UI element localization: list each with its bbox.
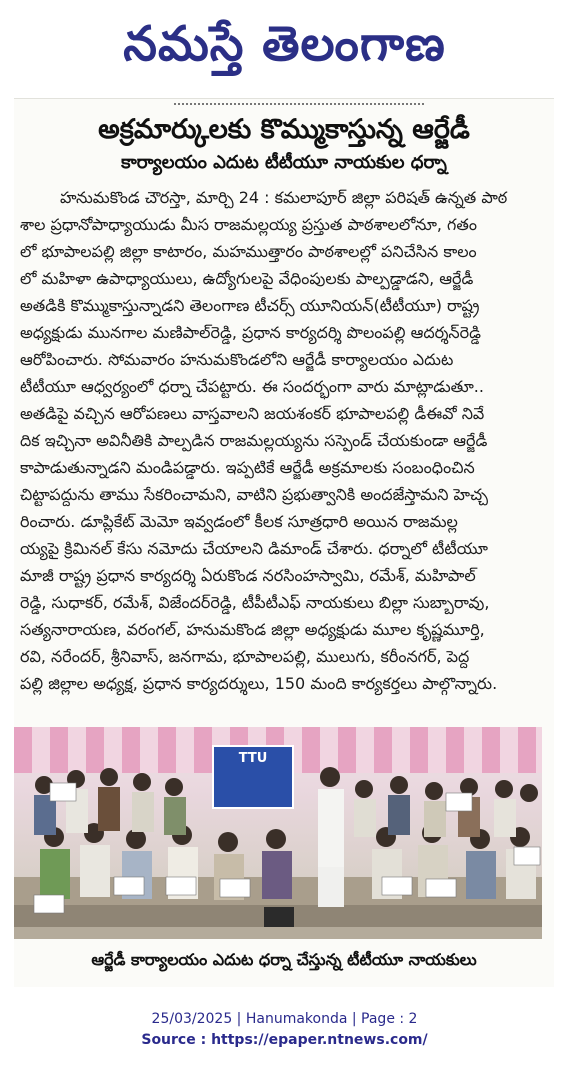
article-body-line: కాపాడుతున్నాడని మండిపడ్డారు. ఇప్పటికే ఆర్జేడీ అక్రమాలకు సంబంధించిన xyxy=(20,458,475,477)
article-subheadline: కార్యాలయం ఎదుట టీటీయూ నాయకుల ధర్నా xyxy=(121,152,447,173)
banner-text: TTU xyxy=(238,751,268,766)
union-banner xyxy=(212,745,294,809)
footer-date-edition: 25/03/2025 | Hanumakonda | Page : 2 xyxy=(151,1011,418,1027)
article-body-line: మాజీ రాష్ట్ర ప్రధాన కార్యదర్శి ఏరుకొండ నరసింహస్వామి, రమేశ్, మహిపాల్ xyxy=(20,566,476,585)
article-body-line: టీటీయూ ఆధ్వర్యంలో ధర్నా చేపట్టారు. ఈ సందర్భంగా వారు మాట్లాడుతూ.. xyxy=(20,377,484,396)
article-body-line: సత్యనారాయణ, వరంగల్, హనుమకొండ జిల్లా అధ్యక్షుడు మూల కృష్ణమూర్తి, xyxy=(20,620,485,639)
article-body-line: దిక ఇచ్చినా అవినీతికి పాల్పడిన రాజమల్లయ్యను సస్పెండ్ చేయకుండా ఆర్జేడీ xyxy=(20,431,488,450)
article-body-line: లో భూపాలపల్లి జిల్లా కాటారం, మహముత్తారం పాఠశాలల్లో పనిచేసిన కాలం xyxy=(20,242,477,261)
article-body-line: రెడ్డి, సుధాకర్, రమేశ్, విజేందర్‌రెడ్డి, టీపీటీఎఫ్ నాయకులు బిల్లా సుబ్బారావు, xyxy=(20,593,490,612)
article-body xyxy=(20,184,548,697)
masthead xyxy=(0,0,569,88)
photo-caption: ఆర్జేడీ కార్యాలయం ఎదుట ధర్నా చేస్తున్న టీటీయూ నాయకులు xyxy=(91,950,477,969)
article-body-line: శాల ప్రధానోపాధ్యాయుడు మీస రాజమల్లయ్య ప్రస్తుత పాఠశాలలోనూ, గతం xyxy=(20,215,477,234)
article-body-line: అతడిపై వచ్చిన ఆరోపణలు వాస్తవాలని జయశంకర్ భూపాలపల్లి డీఈవో నివే xyxy=(20,404,485,423)
clipping-cut-edge xyxy=(174,97,424,105)
newspaper-logo: నమస్తే తెలంగాణ xyxy=(123,16,446,72)
article-photo xyxy=(14,727,542,939)
news-clipping xyxy=(14,98,554,987)
article-body-line: రించారు. డూప్లికేట్ మెమో ఇవ్వడంలో కీలక సూత్రధారి అయిన రాజమల్ల xyxy=(20,512,458,531)
article-body-line: పల్లి జిల్లాల అధ్యక్ష, ప్రధాన కార్యదర్శులు, 150 మంది కార్యకర్తలు పాల్గొన్నారు. xyxy=(20,674,498,693)
article-body-line: హనుమకొండ చౌరస్తా, మార్చి 24 : కమలాపూర్ జిల్లా పరిషత్ ఉన్నత పాఠ xyxy=(60,188,508,207)
article-body-line: చిట్టాపద్దును తాము సేకరించామని, వాటిని ప్రభుత్వానికి అందజేస్తామని హెచ్చ xyxy=(20,485,488,504)
article-body-line: ఆరోపించారు. సోమవారం హనుమకొండలోని ఆర్జేడీ కార్యాలయం ఎదుట xyxy=(20,350,454,369)
article-body-line: లో మహిళా ఉపాధ్యాయులు, ఉద్యోగులపై వేధింపులకు పాల్పడ్డాడని, ఆర్జేడీ xyxy=(20,269,474,288)
article-body-line: రవి, నరేందర్, శ్రీనివాస్, జనగామ, భూపాలపల్లి, ములుగు, కరీంనగర్, పెద్ద xyxy=(20,647,470,666)
article-body-line: య్యపై క్రిమినల్ కేసు నమోదు చేయాలని డిమాండ్ చేశారు. ధర్నాలో టీటీయూ xyxy=(20,539,488,558)
footer-source: Source : https://epaper.ntnews.com/ xyxy=(141,1032,428,1048)
article-headline: అక్రమార్కులకు కొమ్ముకాస్తున్న ఆర్జేడీ xyxy=(98,114,470,145)
article-body-line: అధ్యక్షుడు మునగాల మణిపాల్‌రెడ్డి, ప్రధాన కార్యదర్శి పొలంపల్లి ఆదర్శన్‌రెడ్డి xyxy=(20,323,481,342)
article-body-line: అతడికి కొమ్ముకాస్తున్నాడని తెలంగాణ టీచర్స్ యూనియన్(టీటీయూ) రాష్ట్ర xyxy=(20,296,480,315)
